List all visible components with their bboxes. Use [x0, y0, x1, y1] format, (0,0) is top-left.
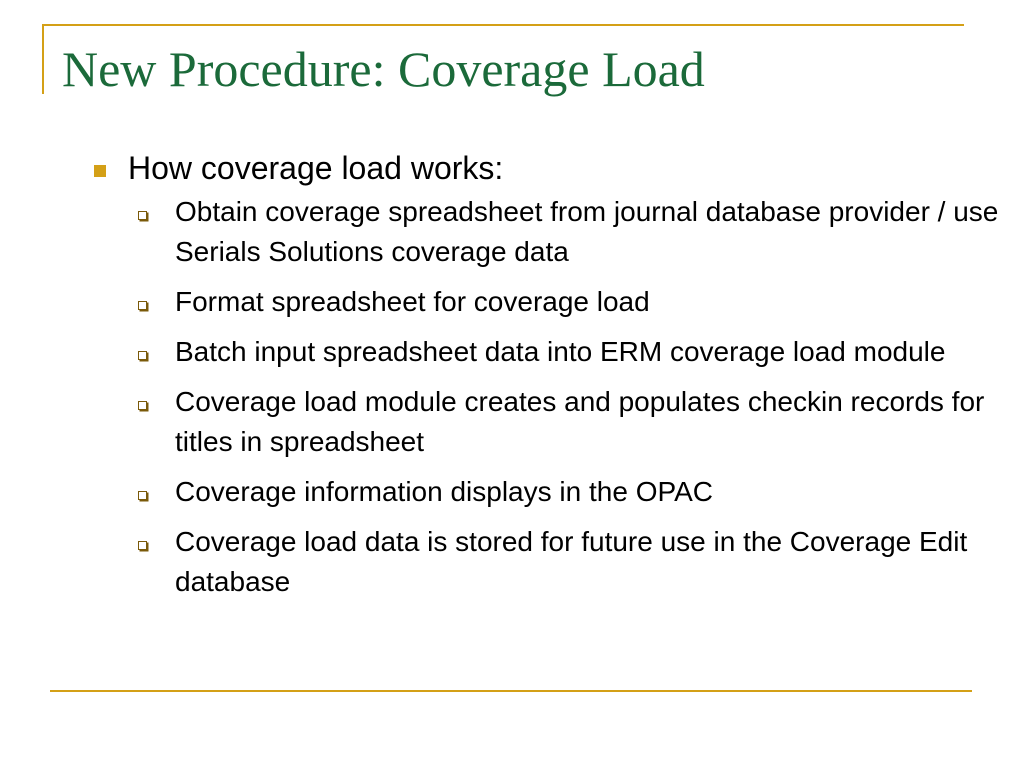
sub-bullet-text: Coverage load data is stored for future use in the Coverage Edit database	[175, 526, 968, 597]
left-vertical-rule	[42, 24, 44, 94]
sub-bullet-item	[128, 282, 1008, 322]
sub-bullet-item	[128, 382, 1008, 462]
sub-bullet-text: Batch input spreadsheet data into ERM coverage load module	[175, 336, 946, 367]
box-bullet-icon	[138, 541, 147, 550]
sub-bullet-text: Format spreadsheet for coverage load	[175, 286, 650, 317]
top-horizontal-rule	[42, 24, 964, 26]
box-bullet-icon	[138, 301, 147, 310]
box-bullet-icon	[138, 211, 147, 220]
sub-bullet-list	[128, 192, 999, 602]
bottom-horizontal-rule	[50, 690, 972, 692]
square-bullet-icon	[94, 165, 106, 177]
slide-title: New Procedure: Coverage Load	[62, 41, 705, 97]
sub-bullet-item	[128, 522, 1008, 602]
sub-bullet-text: Coverage load module creates and populates checkin records for titles in spreadsheet	[175, 386, 985, 457]
sub-bullet-text: Coverage information displays in the OPAC	[175, 476, 713, 507]
sub-bullet-item	[128, 332, 1008, 372]
main-bullet-item	[90, 148, 999, 602]
sub-bullet-item	[128, 192, 1008, 272]
box-bullet-icon	[138, 491, 147, 500]
slide-body	[90, 148, 999, 612]
box-bullet-icon	[138, 401, 147, 410]
main-bullet-text: How coverage load works:	[128, 150, 504, 186]
box-bullet-icon	[138, 351, 147, 360]
sub-bullet-item	[128, 472, 1008, 512]
sub-bullet-text: Obtain coverage spreadsheet from journal database provider / use Serials Solutions coverage data	[175, 196, 999, 267]
